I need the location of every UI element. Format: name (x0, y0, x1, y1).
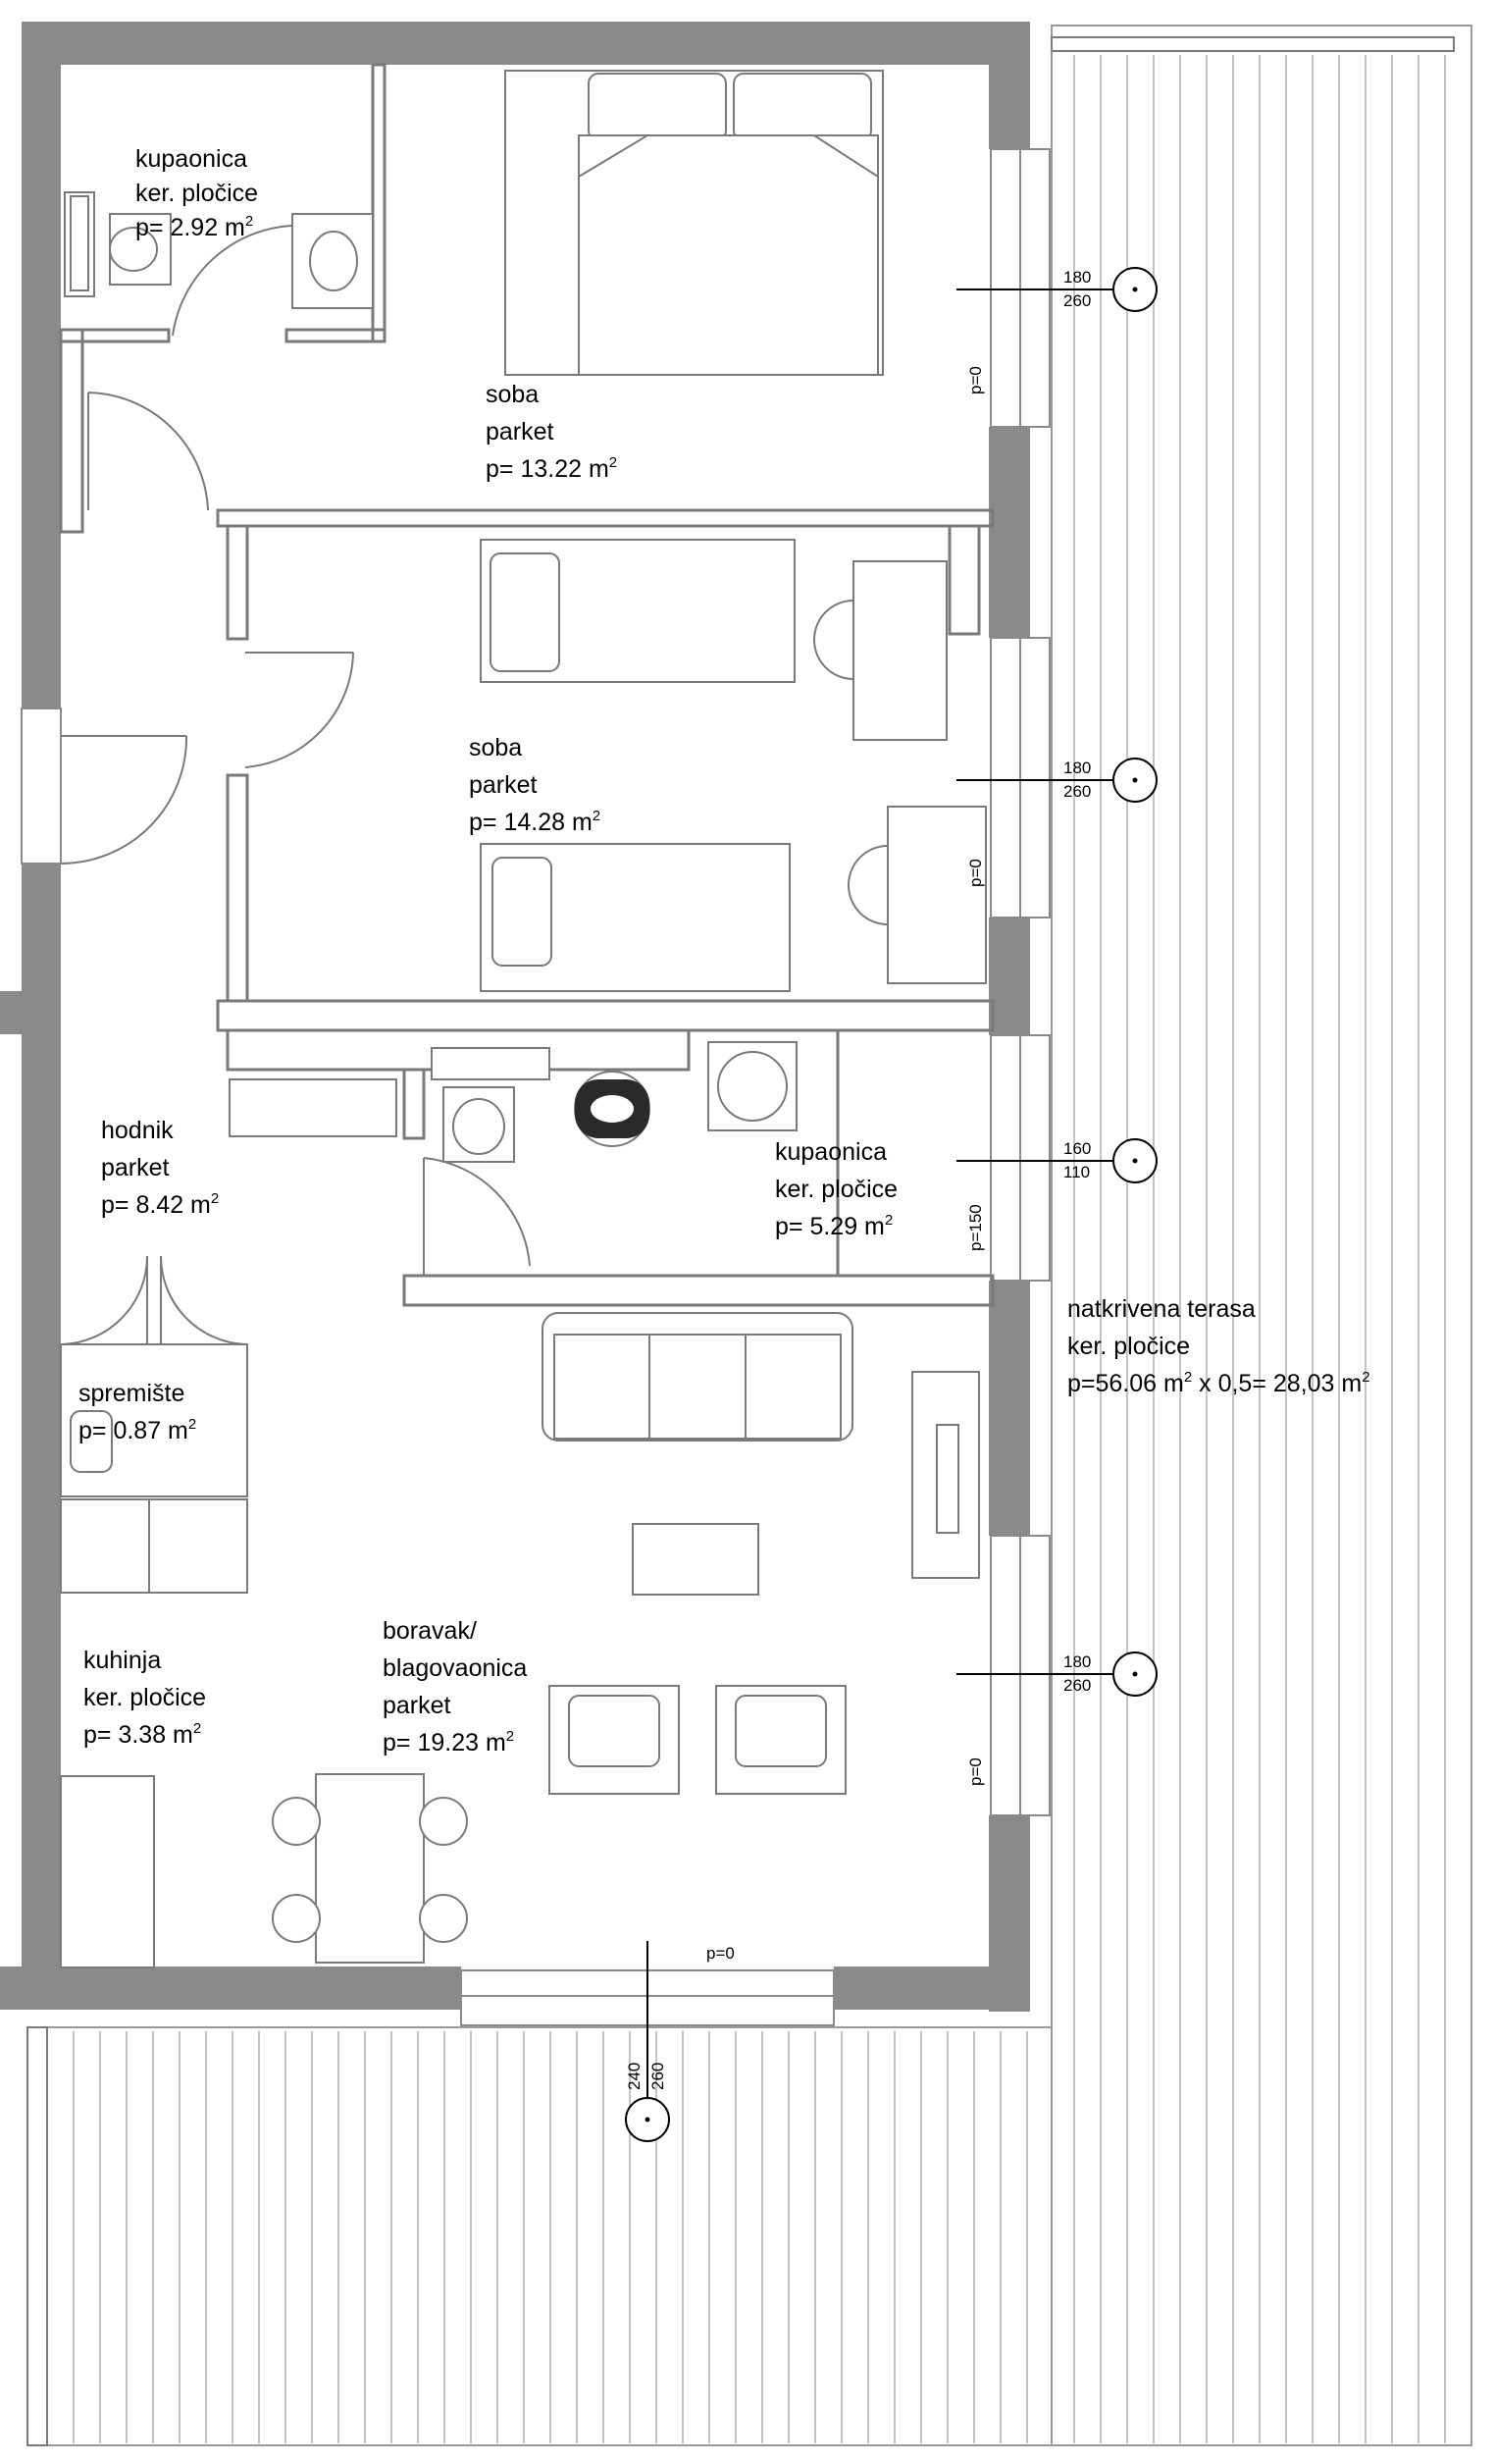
window-height: 180 (1063, 268, 1092, 287)
room-name: hodnik (101, 1117, 174, 1144)
window-width: 260 (1063, 782, 1092, 801)
room-floor: ker. pločice (1067, 1333, 1191, 1360)
window-height: 160 (1063, 1139, 1092, 1158)
room-name: spremište (78, 1380, 185, 1407)
room-label-soba-2 (469, 734, 600, 836)
room-name: soba (486, 381, 540, 408)
sill-height: p=0 (966, 859, 985, 887)
room-label-hodnik (101, 1117, 219, 1219)
room-area: p=56.06 $m^2$ x 0,5= 28,03 $m^2$ (1067, 1369, 1370, 1397)
terrace-decking (1052, 26, 1471, 2445)
room-area: p= 8.42 $m^2$ (101, 1190, 220, 1219)
room-area: p= 13.22 $m^2$ (486, 454, 618, 483)
room-name-line2: blagovaonica (383, 1654, 528, 1682)
room-name: soba (469, 734, 523, 761)
sill-height: p=150 (966, 1204, 985, 1251)
room-name: natkrivena terasa (1067, 1295, 1256, 1323)
room-label-kupaonica-1 (135, 145, 258, 241)
window-width: 260 (1063, 1676, 1092, 1695)
room-area: p= 3.38 $m^2$ (83, 1720, 202, 1749)
room-label-kuhinja (83, 1647, 206, 1749)
room-name: kupaonica (775, 1138, 887, 1166)
room-label-soba-1 (486, 381, 617, 483)
room-floor: parket (469, 771, 538, 799)
window-width: 110 (1063, 1163, 1091, 1181)
room-floor: parket (383, 1692, 451, 1719)
room-label-terasa (1067, 1295, 1370, 1397)
sill-height: p=0 (706, 1944, 735, 1963)
window-height: 180 (1063, 759, 1092, 777)
terrace-decking-bottom (27, 2027, 1052, 2445)
room-area: p= 2.92 $m^2$ (135, 213, 254, 241)
room-area: p= 14.28 $m^2$ (469, 808, 601, 836)
room-label-kupaonica-2 (775, 1138, 898, 1240)
room-name: kupaonica (135, 145, 247, 173)
room-floor: parket (101, 1154, 170, 1181)
room-area: p= 5.29 $m^2$ (775, 1212, 894, 1240)
room-floor: parket (486, 418, 554, 446)
room-area: p= 0.87 $m^2$ (78, 1416, 197, 1444)
room-floor: ker. pločice (775, 1176, 899, 1203)
room-name-line1: boravak/ (383, 1617, 477, 1645)
room-area: p= 19.23 $m^2$ (383, 1728, 515, 1756)
window-height: 240 (625, 2062, 644, 2090)
window-width: 260 (1063, 291, 1092, 310)
room-label-boravak (383, 1617, 527, 1756)
window-width: 260 (648, 2062, 667, 2090)
sill-height: p=0 (966, 366, 985, 394)
sill-height: p=0 (966, 1757, 985, 1786)
room-name: kuhinja (83, 1647, 162, 1674)
window-height: 180 (1063, 1652, 1092, 1671)
room-floor: ker. pločice (135, 180, 259, 207)
room-floor: ker. pločice (83, 1684, 207, 1711)
